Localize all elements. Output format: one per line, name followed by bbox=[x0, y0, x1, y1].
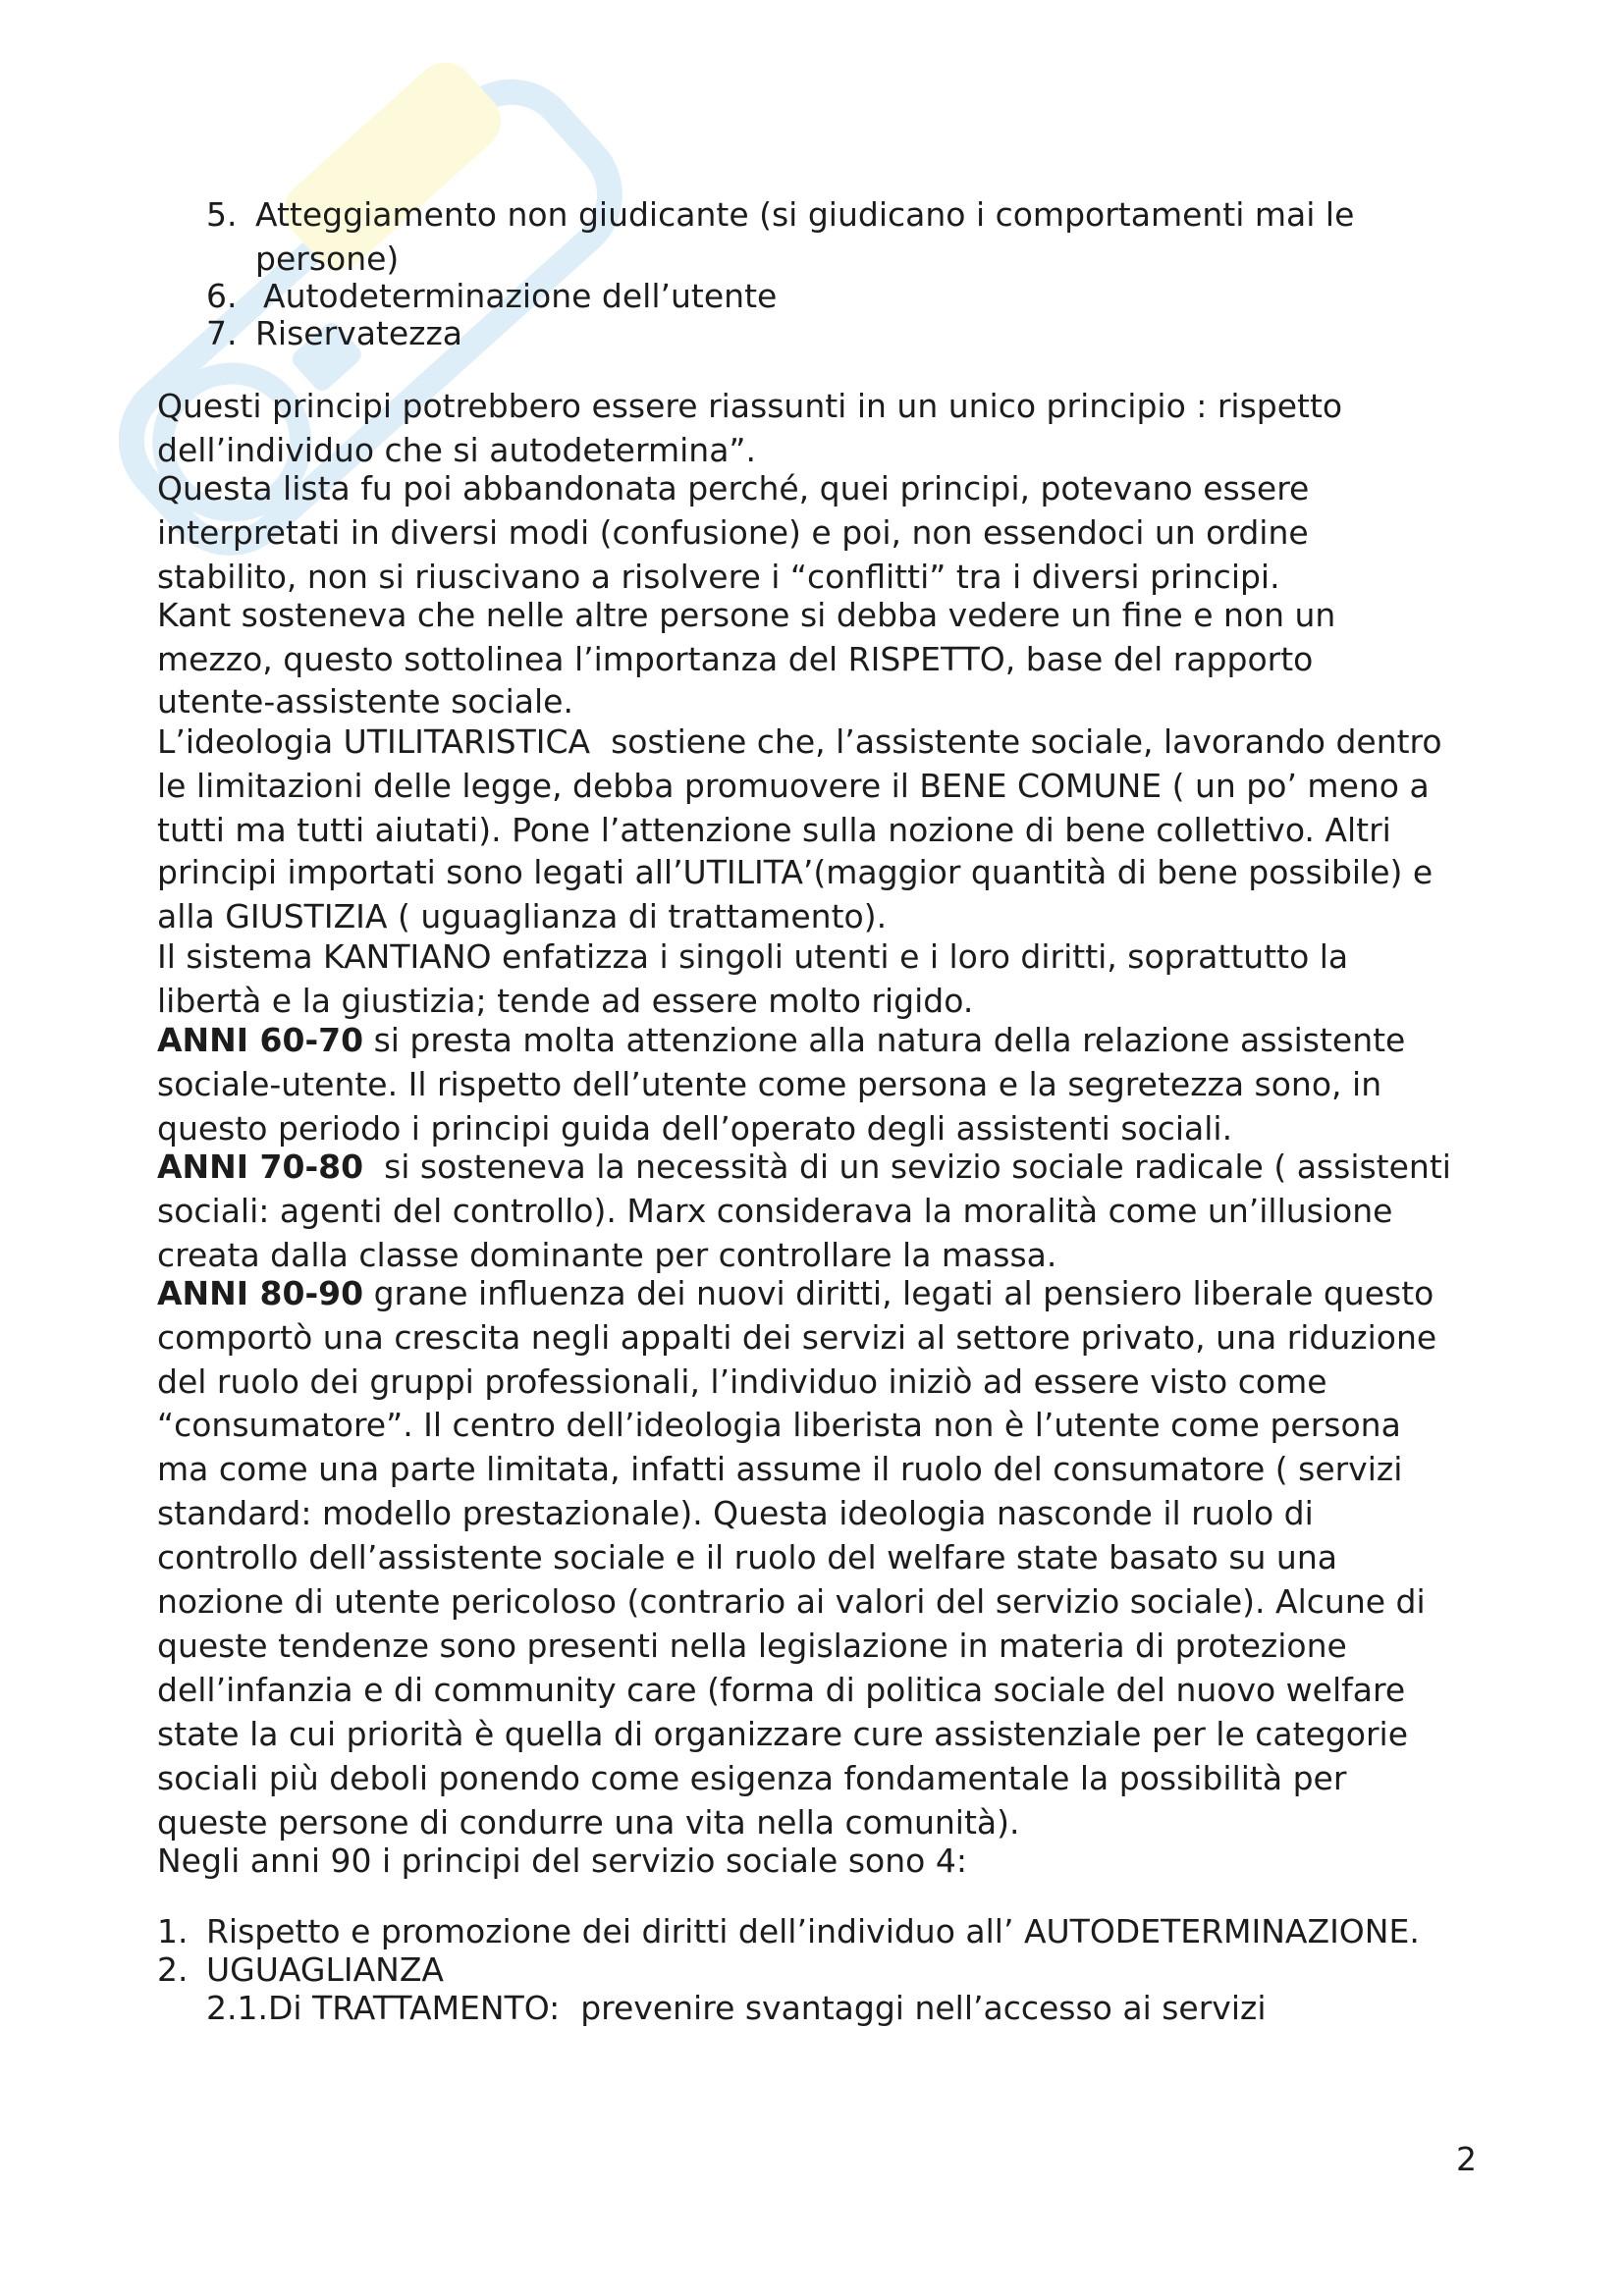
paragraph-line: libertà e la giustizia; tende ad essere molto rigido. bbox=[157, 982, 974, 1020]
paragraph-line: Negli anni 90 i principi del servizio sociale sono 4: bbox=[157, 1842, 967, 1880]
list-item-number: 7. bbox=[206, 314, 238, 352]
paragraph-line: queste tendenze sono presenti nella legislazione in materia di protezione bbox=[157, 1627, 1347, 1665]
paragraph-line: L’ideologia UTILITARISTICA sostiene che, l’assistente sociale, lavorando dentro bbox=[157, 722, 1442, 761]
paragraph-line: comportò una crescita negli appalti dei servizi al settore privato, una riduzione bbox=[157, 1318, 1437, 1357]
paragraph-line: standard: modello prestazionale). Questa ideologia nasconde il ruolo di bbox=[157, 1494, 1314, 1532]
paragraph-line: Il sistema KANTIANO enfatizza i singoli utenti e i loro diritti, soprattutto la bbox=[157, 937, 1349, 976]
paragraph-line bbox=[157, 1271, 1434, 1315]
paragraph-line-text: si sosteneva la necessità di un sevizio sociale radicale ( assistenti bbox=[363, 1148, 1451, 1186]
paragraph-line: Questa lista fu poi abbandonata perché, quei principi, potevano essere bbox=[157, 469, 1310, 507]
paragraph-line: stabilito, non si riuscivano a risolvere i “conflitti” tra i diversi principi. bbox=[157, 558, 1280, 596]
list-item-number: 2. bbox=[157, 1950, 189, 1989]
paragraph-line: questo periodo i principi guida dell’operato degli assistenti sociali. bbox=[157, 1109, 1233, 1148]
paragraph-line bbox=[157, 1145, 1451, 1189]
paragraph-line-text: grane influenza dei nuovi diritti, legati al pensiero liberale questo bbox=[363, 1274, 1434, 1312]
paragraph-line: sociale-utente. Il rispetto dell’utente come persona e la segretezza sono, in bbox=[157, 1065, 1382, 1103]
paragraph-line: sociali più deboli ponendo come esigenza fondamentale la possibilità per bbox=[157, 1759, 1347, 1797]
list-item-text: Rispetto e promozione dei diritti dell’individuo all’ AUTODETERMINAZIONE. bbox=[206, 1912, 1420, 1950]
paragraph-line: mezzo, questo sottolinea l’importanza del RISPETTO, base del rapporto bbox=[157, 640, 1314, 678]
list-item-number: 1. bbox=[157, 1912, 189, 1950]
paragraph-line: ma come una parte limitata, infatti assume il ruolo del consumatore ( servizi bbox=[157, 1450, 1403, 1488]
paragraph-line: Questi principi potrebbero essere riassunti in un unico principio : rispetto bbox=[157, 387, 1343, 425]
paragraph-line: “consumatore”. Il centro dell’ideologia liberista non è l’utente come persona bbox=[157, 1406, 1401, 1444]
bold-lead: ANNI 80-90 bbox=[157, 1274, 364, 1312]
sub-list-item-number: 2.1. bbox=[206, 1989, 268, 2027]
sub-list-item bbox=[206, 1986, 1267, 2030]
page-number: 2 bbox=[1456, 2140, 1477, 2178]
paragraph-line: queste persone di condurre una vita nella comunità). bbox=[157, 1803, 1020, 1842]
paragraph-line: le limitazioni delle legge, debba promuovere il BENE COMUNE ( un po’ meno a bbox=[157, 767, 1430, 805]
list-item-text: Riservatezza bbox=[255, 314, 463, 352]
paragraph-line bbox=[157, 1018, 1405, 1062]
paragraph-line: sociali: agenti del controllo). Marx considerava la moralità come un’illusione bbox=[157, 1192, 1393, 1230]
paragraph-line: controllo dell’assistente sociale e il ruolo del welfare state basato su una bbox=[157, 1538, 1337, 1576]
list-item-text: UGUAGLIANZA bbox=[206, 1950, 445, 1989]
list-item-text: Atteggiamento non giudicante (si giudicano i comportamenti mai le bbox=[255, 195, 1355, 234]
paragraph-line: interpretati in diversi modi (confusione) e poi, non essendoci un ordine bbox=[157, 513, 1309, 552]
paragraph-line: nozione di utente pericoloso (contrario ai valori del servizio sociale). Alcune di bbox=[157, 1582, 1426, 1621]
bold-lead: ANNI 70-80 bbox=[157, 1148, 364, 1186]
paragraph-line: state la cui priorità è quella di organizzare cure assistenziale per le categorie bbox=[157, 1715, 1409, 1753]
paragraph-line: utente-assistente sociale. bbox=[157, 682, 573, 721]
paragraph-line: tutti ma tutti aiutati). Pone l’attenzione sulla nozione di bene collettivo. Altri bbox=[157, 811, 1391, 849]
list-item-text: Autodeterminazione dell’utente bbox=[263, 277, 778, 315]
paragraph-line: Kant sosteneva che nelle altre persone si debba vedere un fine e non un bbox=[157, 596, 1336, 634]
paragraph-line: principi importati sono legati all’UTILITA’(maggior quantità di bene possibile) e bbox=[157, 853, 1434, 891]
paragraph-line: dell’individuo che si autodetermina”. bbox=[157, 431, 757, 469]
list-item-number: 6. bbox=[206, 277, 238, 315]
paragraph-line-text: si presta molta attenzione alla natura della relazione assistente bbox=[363, 1021, 1406, 1059]
sub-list-item-text: Di TRATTAMENTO: prevenire svantaggi nell’accesso ai servizi bbox=[267, 1989, 1267, 2027]
paragraph-line: dell’infanzia e di community care (forma di politica sociale del nuovo welfare bbox=[157, 1671, 1406, 1709]
paragraph-line: del ruolo dei gruppi professionali, l’individuo iniziò ad essere visto come bbox=[157, 1362, 1327, 1401]
list-item-number: 5. bbox=[206, 195, 238, 234]
list-item-text: persone) bbox=[255, 240, 400, 278]
paragraph-line: alla GIUSTIZIA ( uguaglianza di trattamento). bbox=[157, 897, 888, 935]
paragraph-line: creata dalla classe dominante per controllare la massa. bbox=[157, 1236, 1057, 1274]
bold-lead: ANNI 60-70 bbox=[157, 1021, 364, 1059]
